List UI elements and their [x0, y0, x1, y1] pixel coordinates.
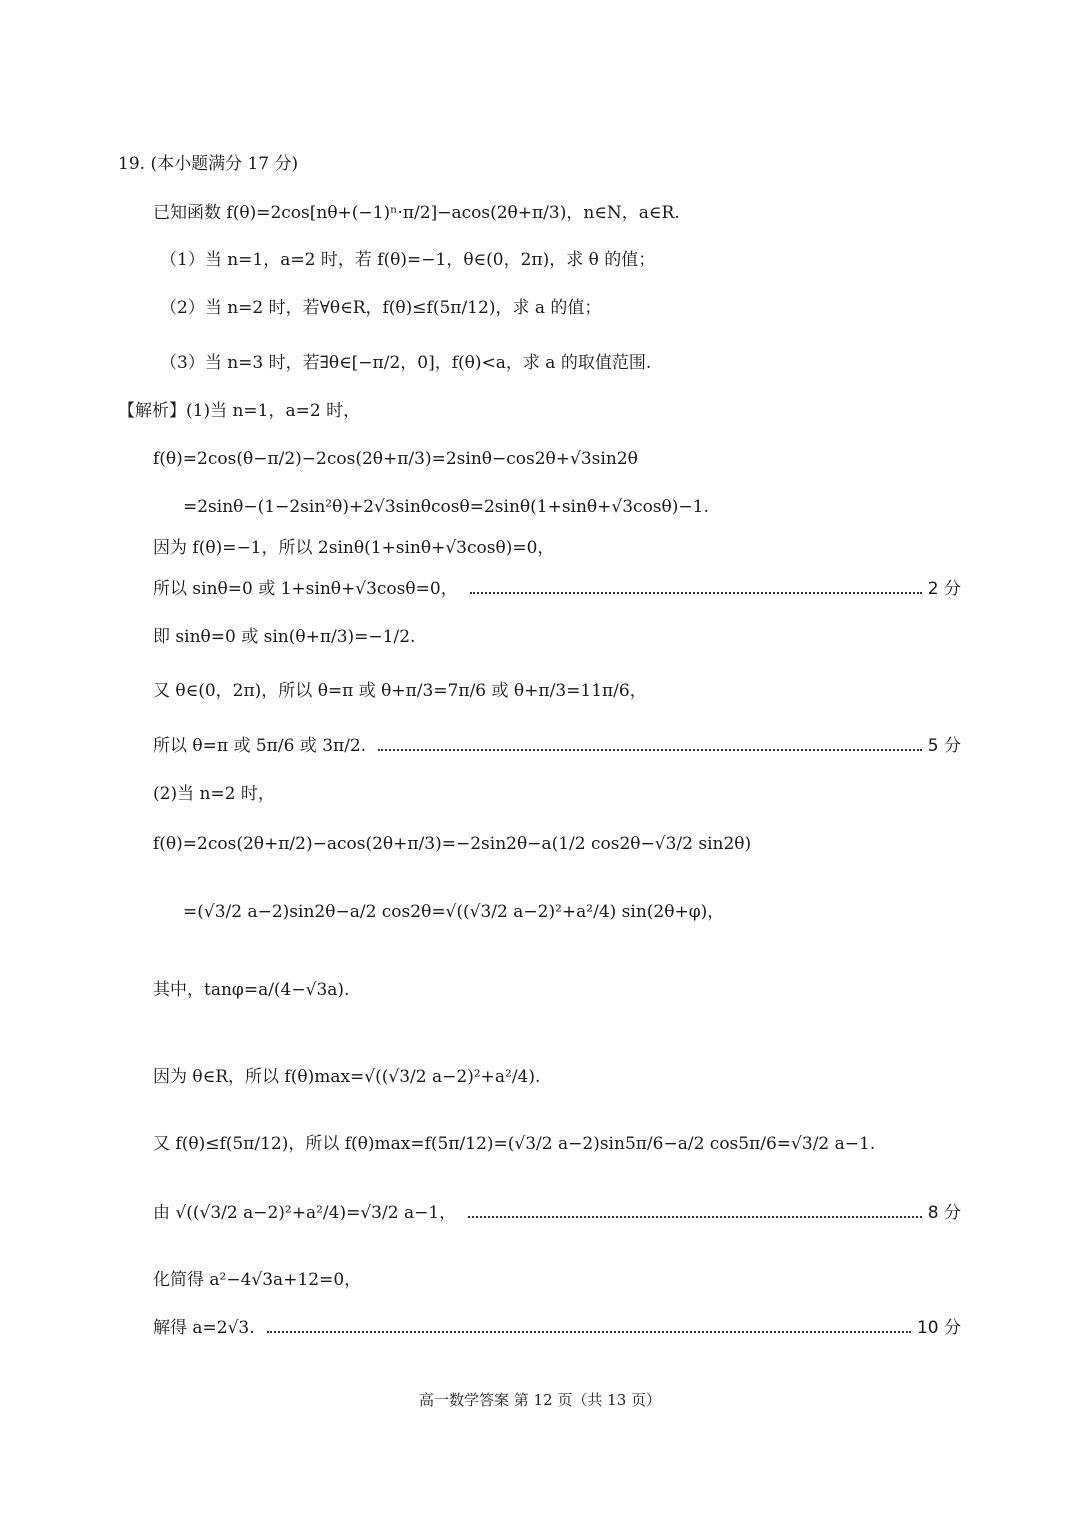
score-mark: 2 分: [927, 579, 961, 599]
dotted-leader: [470, 592, 922, 594]
solution-line: 由 √((√3/2 a−2)²+a²/4)=√3/2 a−1，: [153, 1203, 457, 1223]
solution-line: 化简得 a²−4√3a+12=0，: [153, 1270, 362, 1290]
solution-line: 又 f(θ)≤f(5π/12)，所以 f(θ)max=f(5π/12)=(√3/2 a−2)sin5π/6−a/2 cos5π/6=√3/2 a−1.: [153, 1134, 876, 1154]
dotted-leader: [468, 1216, 922, 1218]
solution-line: 所以 θ=π 或 5π/6 或 3π/2.: [153, 736, 367, 756]
solution-line: f(θ)=2cos(θ−π/2)−2cos(2θ+π/3)=2sinθ−cos2θ+√3sin2θ: [153, 449, 638, 469]
solution-line: 因为 f(θ)=−1，所以 2sinθ(1+sinθ+√3cosθ)=0，: [153, 538, 555, 558]
solution-line: 所以 sinθ=0 或 1+sinθ+√3cosθ=0，: [153, 579, 458, 599]
problem-stem: 已知函数 f(θ)=2cos[nθ+(−1)ⁿ·π/2]−acos(2θ+π/3)，n∈N，a∈R.: [153, 203, 680, 223]
score-mark: 8 分: [927, 1203, 961, 1223]
question-2: （2）当 n=2 时，若∀θ∈R，f(θ)≤f(5π/12)，求 a 的值；: [160, 298, 602, 318]
solution-line: 即 sinθ=0 或 sin(θ+π/3)=−1/2.: [153, 627, 416, 647]
solution-line: =(√3/2 a−2)sin2θ−a/2 cos2θ=√((√3/2 a−2)²+a²/4) sin(2θ+φ)，: [183, 902, 725, 922]
solution-label: 【解析】(1)当 n=1，a=2 时，: [118, 401, 361, 421]
dotted-leader: [267, 1331, 911, 1333]
solution-line: f(θ)=2cos(2θ+π/2)−acos(2θ+π/3)=−2sin2θ−a(1/2 cos2θ−√3/2 sin2θ): [153, 834, 752, 854]
solution-line: 又 θ∈(0，2π)，所以 θ=π 或 θ+π/3=7π/6 或 θ+π/3=11π/6，: [153, 681, 647, 701]
dotted-leader: [378, 749, 922, 751]
page-footer: 高一数学答案 第 12 页（共 13 页）: [418, 1391, 661, 1409]
score-mark: 5 分: [927, 736, 961, 756]
solution-line: 因为 θ∈R，所以 f(θ)max=√((√3/2 a−2)²+a²/4).: [153, 1067, 541, 1087]
solution-line: 其中，tanφ=a/(4−√3a).: [153, 980, 350, 1000]
solution-line: (2)当 n=2 时，: [153, 784, 275, 804]
scored-line: [153, 581, 961, 598]
question-3: （3）当 n=3 时，若∃θ∈[−π/2，0]，f(θ)<a，求 a 的取值范围.: [160, 353, 652, 373]
scored-line: [153, 738, 961, 755]
question-1: （1）当 n=1，a=2 时，若 f(θ)=−1，θ∈(0，2π)，求 θ 的值；: [160, 250, 656, 270]
problem-header: 19. (本小题满分 17 分): [118, 154, 299, 174]
scored-line: [153, 1205, 961, 1222]
scored-line: [153, 1320, 961, 1337]
score-mark: 10 分: [916, 1318, 961, 1338]
solution-line: =2sinθ−(1−2sin²θ)+2√3sinθcosθ=2sinθ(1+sinθ+√3cosθ)−1.: [183, 497, 709, 517]
solution-line: 解得 a=2√3.: [153, 1318, 255, 1338]
